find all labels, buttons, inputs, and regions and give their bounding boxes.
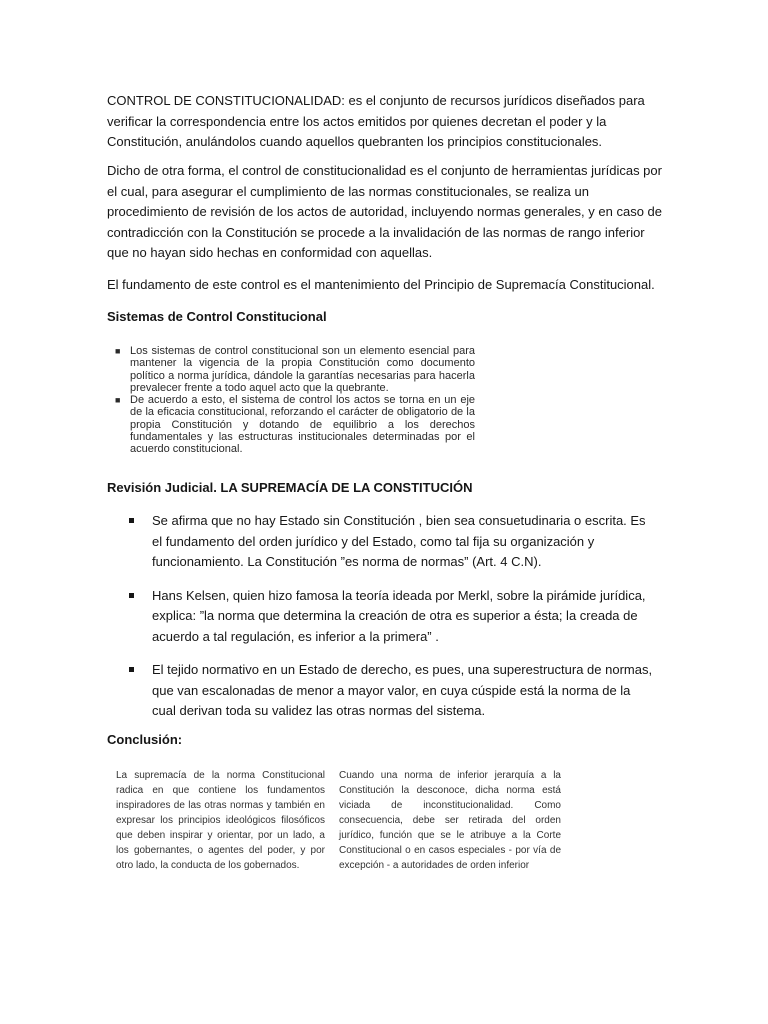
bullet-icon: ■ (115, 346, 121, 356)
section-title-revision: Revisión Judicial. LA SUPREMACÍA DE LA CONSTITUCIÓN (107, 480, 473, 495)
sistemas-excerpt-image (113, 345, 475, 456)
sistemas-list (113, 345, 475, 456)
revision-item-text: Hans Kelsen, quien hizo famosa la teoría ideada por Merkl, sobre la pirámide jurídica, explica: ”la norma que determina la creación de otra es superior a ésta; la creada de acuerdo a tal regulación, es inferior a la primera” . (152, 587, 646, 644)
conclusion-title: Conclusión: (107, 732, 183, 747)
intro-term: CONTROL DE CONSTITUCIONALIDAD: (107, 93, 345, 108)
revision-item (127, 511, 657, 573)
explanation-paragraph: Dicho de otra forma, el control de constitucionalidad es el conjunto de herramientas jurídicas por el cual, para asegurar el cumplimiento de las normas constitucionales, se realiza un procedimiento de revisión de los actos de autoridad, incluyendo normas generales, y en caso de contradicción con la Constitución se procede a la invalidación de las normas de rango inferior que no hayan sido hechas en conformidad con aquellas. (107, 163, 663, 260)
sistemas-item (113, 345, 475, 394)
square-bullet-icon (129, 667, 134, 672)
intro-definition: es el conjunto de recursos jurídicos diseñados para verificar la correspondencia entre los actos emitidos por quienes decretan el poder y la Constitución, anulándolos cuando aquellos quebranten los principios constitucionales. (107, 93, 645, 149)
foundation-paragraph: El fundamento de este control es el mantenimiento del Principio de Supremacía Constitucional. (107, 277, 655, 292)
intro-paragraph (107, 91, 662, 153)
revision-item (127, 586, 657, 648)
revision-list (127, 511, 657, 735)
square-bullet-icon (129, 518, 134, 523)
sistemas-item (113, 394, 475, 455)
revision-item-text: El tejido normativo en un Estado de derecho, es pues, una superestructura de normas, que van escalonadas de menor a mayor valor, en cuya cúspide está la norma de la cual derivan toda su validez las otras normas del sistema. (152, 662, 653, 718)
conclusion-right-column: Cuando una norma de inferior jerarquía a la Constitución la desconoce, dicha norma está viciada de inconstitucionalidad. Como consecuencia, debe ser retirada del orden jurídico, función que se le atribuye a la Corte Constitucional o en casos especiales - por vía de excepción - a autoridades de orden inferior (339, 770, 561, 871)
conclusion-left-column: La supremacía de la norma Constitucional radica en que contiene los fundamentos inspiradores de las otras normas y también en expresar los principios ideológicos filosóficos que deben inspirar y orientar, por un lado, a los gobernantes, o agentes del poder, y por otro lado, la conducta de los gobernados. (116, 770, 325, 871)
section-title-sistemas: Sistemas de Control Constitucional (107, 309, 327, 324)
square-bullet-icon (129, 593, 134, 598)
revision-item (127, 660, 657, 722)
sistemas-item-text: Los sistemas de control constitucional son un elemento esencial para mantener la vigencia de la propia Constitución como documento político a norma jurídica, dándole la garantías necesarias para hacerla prevalecer frente a todo aquel acto que la quebrante. (130, 345, 475, 394)
sistemas-item-text: De acuerdo a esto, el sistema de control los actos se torna en un eje de la eficacia constitucional, reforzando el carácter de obligatorio de la propia Constitución y dotando de equilibrio a los derechos fundamentales y las estructuras institucionales determinadas por el acuerdo constitucional. (130, 394, 475, 456)
bullet-icon: ■ (115, 395, 121, 406)
revision-item-text: Se afirma que no hay Estado sin Constitución , bien sea consuetudinaria o escrita. Es el fundamento del orden jurídico y del Estado, como tal fija su organización y funcionamiento. La Constitución ”es norma de normas” (Art. 4 C.N). (152, 513, 646, 569)
